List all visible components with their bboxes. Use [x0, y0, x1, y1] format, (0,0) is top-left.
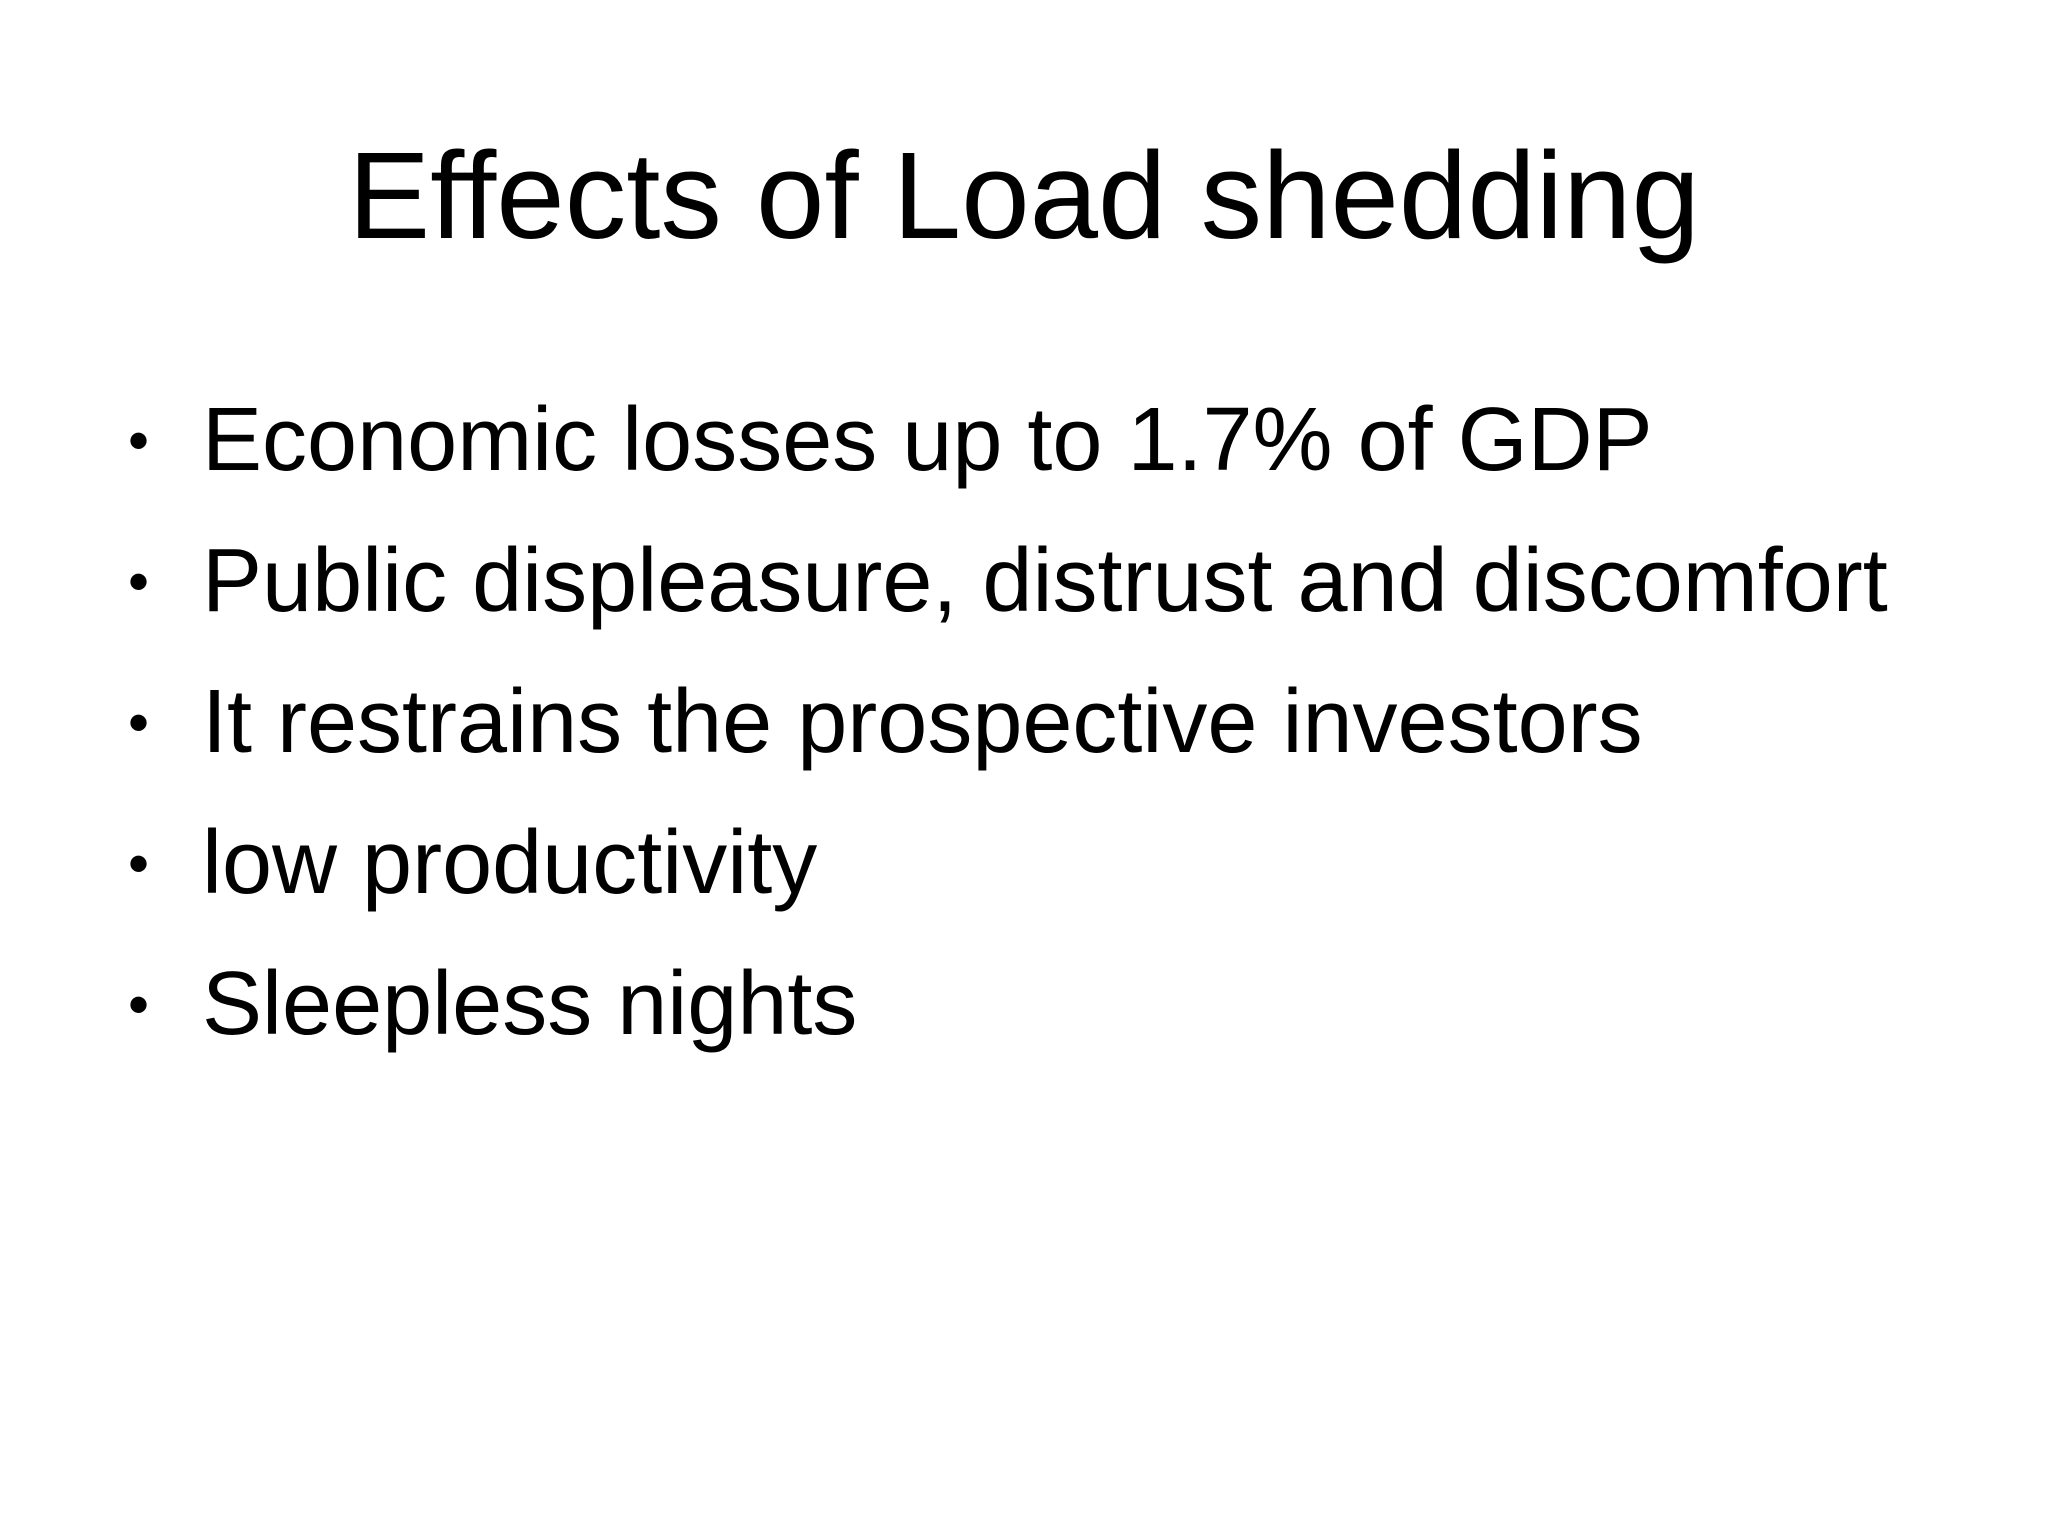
bullet-item	[120, 382, 1940, 499]
slide-title: Effects of Load shedding	[348, 128, 1700, 265]
bullet-icon: •	[128, 830, 150, 897]
bullet-text: It restrains the prospective investors	[202, 672, 1643, 772]
bullet-icon: •	[128, 689, 150, 756]
bullet-item	[120, 523, 1940, 640]
bullet-text: Public displeasure, distrust and discomfort	[202, 531, 1888, 631]
bullet-list	[120, 382, 1940, 1087]
bullet-item	[120, 805, 1940, 922]
bullet-icon: •	[128, 407, 150, 474]
bullet-icon: •	[128, 548, 150, 615]
bullet-text: Sleepless nights	[202, 954, 858, 1054]
bullet-icon: •	[128, 971, 150, 1038]
bullet-text: low productivity	[202, 813, 818, 913]
bullet-item	[120, 946, 1940, 1063]
bullet-text: Economic losses up to 1.7% of GDP	[202, 390, 1653, 490]
bullet-item	[120, 664, 1940, 781]
